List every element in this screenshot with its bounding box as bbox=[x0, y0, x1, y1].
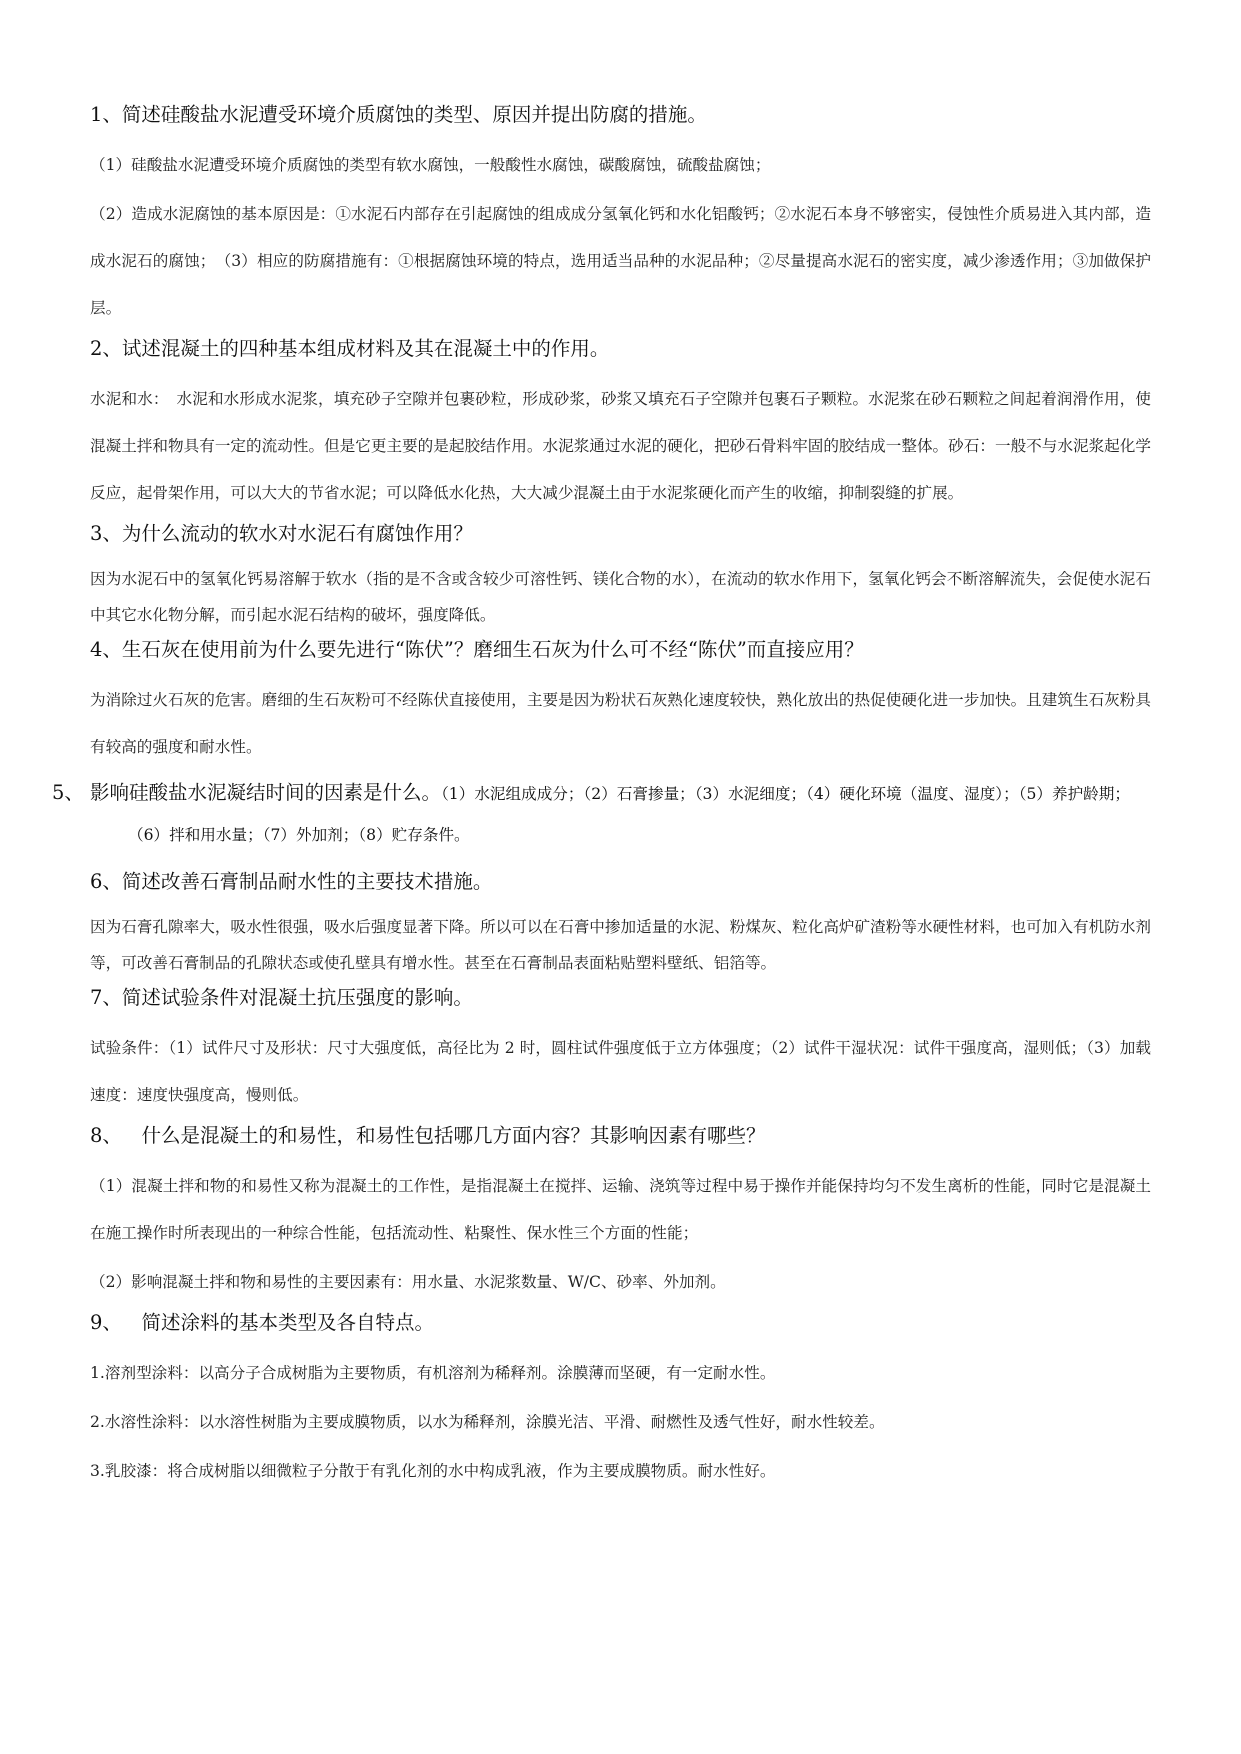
question-text: 简述涂料的基本类型及各自特点。 bbox=[141, 1311, 434, 1334]
question-number: 2、 bbox=[90, 337, 122, 360]
question-number: 6、 bbox=[90, 870, 122, 893]
question-heading bbox=[90, 519, 1151, 549]
question-number: 8、 bbox=[90, 1124, 122, 1147]
answer-paragraph: 因为水泥石中的氢氧化钙易溶解于软水（指的是不含或含较少可溶性钙、镁化合物的水），在流动的软水作用下，氢氧化钙会不断溶解流失，会促使水泥石中其它水化物分解，而引起水泥石结构的破坏，强度降低。 bbox=[90, 570, 1151, 624]
question-number: 3、 bbox=[90, 522, 122, 545]
answer-paragraph: 1.溶剂型涂料：以高分子合成树脂为主要物质，有机溶剂为稀释剂。涂膜薄而坚硬，有一定耐水性。 bbox=[90, 1364, 776, 1382]
question-heading bbox=[90, 1121, 1151, 1151]
question-text: 影响硅酸盐水泥凝结时间的因素是什么。 bbox=[90, 781, 442, 804]
question-text: 生石灰在使用前为什么要先进行“陈伏”？磨细生石灰为什么可不经“陈伏”而直接应用？ bbox=[121, 638, 864, 661]
question-text: 为什么流动的软水对水泥石有腐蚀作用？ bbox=[121, 522, 473, 545]
question-number: 1、 bbox=[90, 103, 122, 126]
question-heading bbox=[90, 100, 1151, 130]
question-text: 什么是混凝土的和易性，和易性包括哪几方面内容？其影响因素有哪些？ bbox=[141, 1124, 766, 1147]
question-block bbox=[52, 773, 1151, 855]
answer-paragraph: 因为石膏孔隙率大，吸水性很强，吸水后强度显著下降。所以可以在石膏中掺加适量的水泥、粉煤灰、粒化高炉矿渣粉等水硬性材料，也可加入有机防水剂等，可改善石膏制品的孔隙状态或使孔壁具有增水性。甚至在石膏制品表面粘贴塑料壁纸、铝箔等。 bbox=[90, 918, 1151, 972]
question-spacer bbox=[122, 1308, 142, 1338]
question-heading bbox=[90, 867, 1151, 897]
answer-paragraph: 3.乳胶漆：将合成树脂以细微粒子分散于有乳化剂的水中构成乳液，作为主要成膜物质。耐水性好。 bbox=[90, 1462, 776, 1480]
question-block bbox=[90, 1308, 1151, 1495]
answer-paragraph: 2.水溶性涂料：以水溶性树脂为主要成膜物质，以水为稀释剂，涂膜光洁、平滑、耐燃性及透气性好，耐水性较差。 bbox=[90, 1413, 885, 1431]
question-text: 试述混凝土的四种基本组成材料及其在混凝土中的作用。 bbox=[121, 337, 610, 360]
answer-paragraph: （1）混凝土拌和物的和易性又称为混凝土的工作性，是指混凝土在搅拌、运输、浇筑等过程中易于操作并能保持均匀不发生离析的性能，同时它是混凝土在施工操作时所表现出的一种综合性能，包括流动性、粘聚性、保水性三个方面的性能； bbox=[90, 1177, 1151, 1242]
question-number: 4、 bbox=[90, 638, 122, 661]
question-text: 简述改善石膏制品耐水性的主要技术措施。 bbox=[121, 870, 493, 893]
question-spacer bbox=[122, 1121, 142, 1151]
answer-paragraph: （2）影响混凝土拌和物和易性的主要因素有：用水量、水泥浆数量、W/C、砂率、外加剂。 bbox=[90, 1273, 726, 1291]
question-heading: 5、 影响硅酸盐水泥凝结时间的因素是什么。（1）水泥组成成分；（2）石膏掺量；（3）水泥细度；（4）硬化环境（温度、湿度）；（5）养护龄期；（6）拌和用水量；（7）外加剂；（8）贮存条件。 bbox=[52, 781, 1130, 844]
answer-paragraph: （2）造成水泥腐蚀的基本原因是：①水泥石内部存在引起腐蚀的组成成分氢氧化钙和水化铝酸钙；②水泥石本身不够密实，侵蚀性介质易进入其内部，造成水泥石的腐蚀； （3）相应的防腐措施有：①根据腐蚀环境的特点，选用适当品种的水泥品种；②尽量提高水泥石的密实度，减少渗透作用；③加做保护层。 bbox=[90, 205, 1151, 317]
question-block bbox=[90, 519, 1151, 633]
question-heading bbox=[90, 334, 1151, 364]
question-block bbox=[90, 983, 1151, 1119]
question-block bbox=[90, 635, 1151, 771]
answer-paragraph: 为消除过火石灰的危害。磨细的生石灰粉可不经陈伏直接使用，主要是因为粉状石灰熟化速度较快，熟化放出的热促使硬化进一步加快。且建筑生石灰粉具有较高的强度和耐水性。 bbox=[90, 691, 1151, 756]
answer-paragraph: 水泥和水： 水泥和水形成水泥浆，填充砂子空隙并包裹砂粒，形成砂浆，砂浆又填充石子空隙并包裹石子颗粒。水泥浆在砂石颗粒之间起着润滑作用，使混凝土拌和物具有一定的流动性。但是它更主要的是起胶结作用。水泥浆通过水泥的硬化，把砂石骨料牢固的胶结成一整体。砂石：一般不与水泥浆起化学反应，起骨架作用，可以大大的节省水泥；可以降低水化热，大大减少混凝土由于水泥浆硬化而产生的收缩，抑制裂缝的扩展。 bbox=[90, 390, 1151, 502]
question-block bbox=[90, 867, 1151, 981]
question-block bbox=[90, 100, 1151, 332]
question-text: 简述试验条件对混凝土抗压强度的影响。 bbox=[121, 986, 473, 1009]
answer-paragraph: （1）硅酸盐水泥遭受环境介质腐蚀的类型有软水腐蚀，一般酸性水腐蚀，碳酸腐蚀，硫酸盐腐蚀； bbox=[90, 156, 771, 174]
answer-text: （1）水泥组成成分；（2）石膏掺量；（3）水泥细度；（4）硬化环境（温度、湿度）；（5）养护龄期；（6）拌和用水量；（7）外加剂；（8）贮存条件。 bbox=[128, 785, 1130, 844]
question-heading bbox=[90, 983, 1151, 1013]
question-text: 简述硅酸盐水泥遭受环境介质腐蚀的类型、原因并提出防腐的措施。 bbox=[121, 103, 707, 126]
question-block bbox=[90, 334, 1151, 517]
question-heading bbox=[90, 635, 1151, 665]
answer-paragraph: 试验条件：（1）试件尺寸及形状：尺寸大强度低，高径比为 2 时，圆柱试件强度低于立方体强度；（2）试件干湿状况：试件干强度高，湿则低；（3）加载速度：速度快强度高，慢则低。 bbox=[90, 1039, 1151, 1104]
question-heading bbox=[90, 1308, 1151, 1338]
question-number: 9、 bbox=[90, 1311, 122, 1334]
question-block bbox=[90, 1121, 1151, 1306]
question-number: 7、 bbox=[90, 986, 122, 1009]
